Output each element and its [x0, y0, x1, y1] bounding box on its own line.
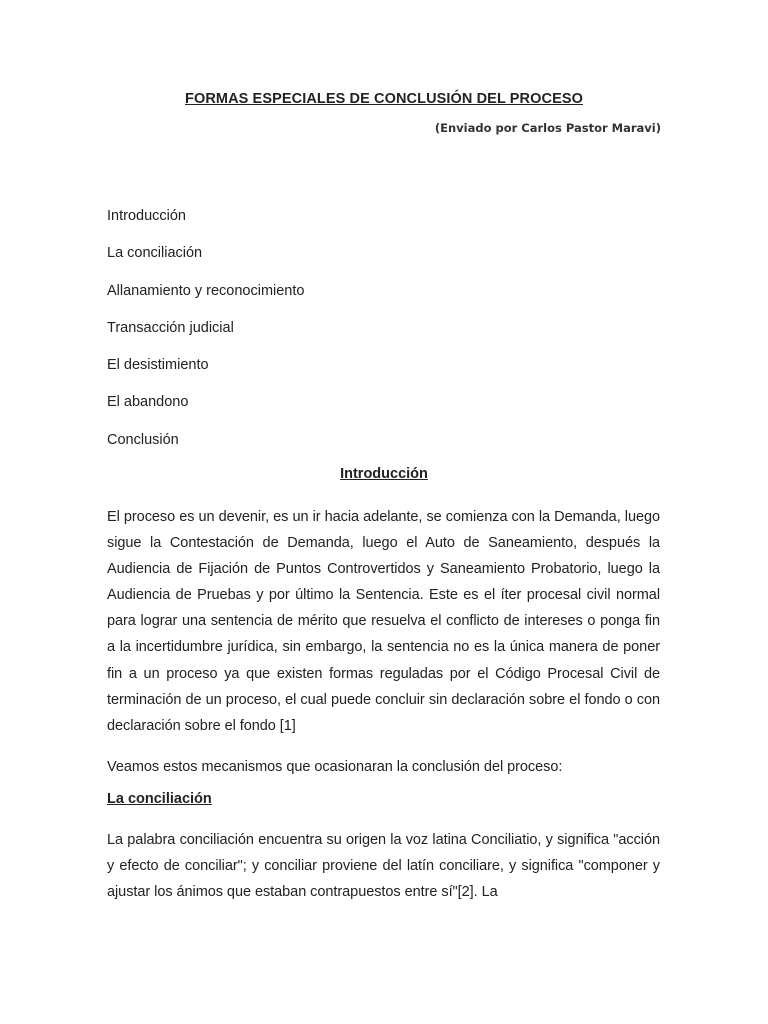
section-heading-conciliation: La conciliación: [107, 791, 212, 807]
toc-item: El abandono: [107, 394, 189, 411]
toc-item: Introducción: [107, 208, 186, 224]
table-of-contents: [107, 205, 304, 466]
author-byline: (Enviado por Carlos Pastor Maravi): [434, 121, 661, 135]
toc-item: El desistimiento: [107, 357, 209, 374]
mechanisms-sentence: Veamos estos mecanismos que ocasionaran la conclusión del proceso:: [107, 759, 563, 775]
conciliation-paragraph: La palabra conciliación encuentra su origen la voz latina Conciliatio, y significa "acción y efecto de conciliar"; y conciliar proviene del latín conciliare, y significa "componer y ajustar los ánimos que estaban contrapuestos entre sí"[2]. La: [107, 832, 660, 901]
document-title: FORMAS ESPECIALES DE CONCLUSIÓN DEL PROCESO: [185, 91, 583, 107]
toc-item: La conciliación: [107, 245, 203, 262]
toc-item: Transacción judicial: [107, 319, 234, 336]
section-heading-intro: Introducción: [340, 466, 428, 482]
toc-item: Conclusión: [107, 431, 179, 448]
intro-paragraph: El proceso es un devenir, es un ir hacia adelante, se comienza con la Demanda, luego sigue la Contestación de Demanda, luego el Auto de Saneamiento, después la Audiencia de Fijación de Puntos Controvertidos y Saneamiento Probatorio, luego la Audiencia de Pruebas y por último la Sentencia. Este es el íter procesal civil normal para lograr una sentencia de mérito que resuelva el conflicto de intereses o ponga fin a la incertidumbre jurídica, sin embargo, la sentencia no es la única manera de poner fin a un proceso ya que existen formas reguladas por el Código Procesal Civil de terminación de un proceso, el cual puede concluir sin declaración sobre el fondo o con declaración sobre el fondo [1]: [107, 509, 660, 734]
toc-item: Allanamiento y reconocimiento: [107, 282, 305, 299]
